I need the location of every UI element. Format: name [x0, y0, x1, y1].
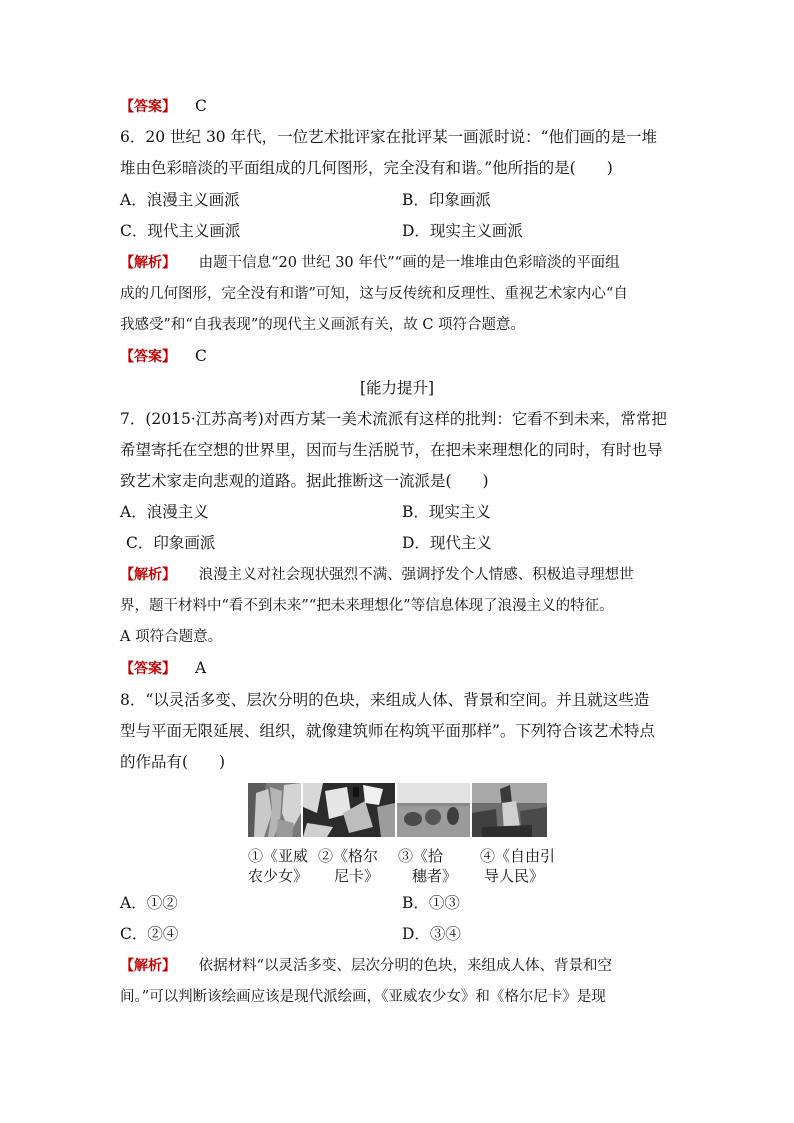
question-6-line-2: 堆由色彩暗淡的平面组成的几何图形，完全没有和谐。”他所指的是( ) [120, 159, 613, 177]
caption-2-line-2: 尼卡》 [334, 867, 380, 885]
answer-value: C [194, 347, 207, 365]
q7-option-c: C．印象画派 [126, 534, 216, 552]
question-6-line-1: 6．20 世纪 30 年代，一位艺术批评家在批评某一画派时说：“他们画的是一堆 [120, 128, 658, 146]
caption-1-line-2: 农少女》 [248, 867, 309, 885]
painting-liberty-image [472, 783, 547, 837]
question-7-line-3: 致艺术家走向悲观的道路。据此推断这一流派是( ) [120, 472, 489, 490]
q6-option-a: A．浪漫主义画派 [120, 191, 240, 209]
section-heading: [能力提升] [359, 379, 435, 397]
q7-analysis-line-3: A 项符合题意。 [120, 629, 223, 645]
q6-option-d: D．现实主义画派 [402, 222, 523, 240]
caption-4-line-2: 导人民》 [484, 867, 545, 885]
answer-value: A [194, 659, 207, 677]
caption-2-line-1: ②《格尔 [318, 847, 379, 865]
q6-analysis-line-1: 【解析】 由题干信息“20 世纪 30 年代”“画的是一堆堆由色彩暗淡的平面组 [120, 255, 620, 271]
caption-3-line-2: 穗者》 [412, 867, 458, 885]
question-7-line-2: 希望寄托在空想的世界里，因而与生活脱节，在把未来理想化的同时，有时也导 [120, 441, 663, 459]
question-8-line-2: 型与平面无限延展、组织，就像建筑师在构筑平面那样”。下列符合该艺术特点 [120, 722, 655, 740]
q7-option-b: B．现实主义 [402, 503, 491, 521]
q8-option-a: A．①② [120, 894, 178, 912]
painting-guernica-image [303, 783, 395, 837]
answer-tag: 【答案】 [120, 661, 176, 677]
answer-row-q6 [120, 346, 207, 367]
analysis-tag: 【解析】 [120, 567, 176, 583]
q6-analysis-line-2: 成的几何图形，完全没有和谐”可知，这与反传统和反理性、重视艺术家内心“自 [120, 286, 628, 302]
q8-option-c: C．②④ [120, 925, 179, 943]
answer-row-q5 [120, 96, 207, 117]
answer-row-q7 [120, 658, 206, 679]
analysis-tag: 【解析】 [120, 958, 176, 974]
caption-1-line-1: ①《亚威 [248, 847, 309, 865]
q8-analysis-line-2: 间。”可以判断该绘画应该是现代派绘画，《亚威农少女》和《格尔尼卡》是现 [120, 989, 606, 1005]
q6-analysis-line-3: 我感受”和“自我表现”的现代主义画派有关，故 C 项符合题意。 [120, 317, 526, 333]
q6-option-b: B．印象画派 [402, 191, 491, 209]
caption-3-line-1: ③《拾 [398, 847, 444, 865]
q8-option-b: B．①③ [402, 894, 460, 912]
analysis-tag: 【解析】 [120, 255, 176, 271]
answer-value: C [194, 97, 207, 115]
q7-analysis-line-2: 界，题干材料中“看不到未来”“把未来理想化”等信息体现了浪漫主义的特征。 [120, 598, 614, 614]
painting-gleaners-image [397, 783, 470, 837]
q8-option-d: D．③④ [402, 925, 461, 943]
question-7-line-1: 7．(2015·江苏高考)对西方某一美术流派有这样的批判：它看不到未来，常常把 [120, 410, 667, 428]
q8-analysis-line-1: 【解析】 依据材料“以灵活多变、层次分明的色块，来组成人体、背景和空 [120, 958, 613, 974]
painting-demoiselles-image [248, 783, 301, 837]
question-8-line-1: 8．“以灵活多变、层次分明的色块，来组成人体、背景和空间。并且就这些造 [120, 691, 650, 709]
q7-analysis-line-1: 【解析】 浪漫主义对社会现状强烈不满、强调抒发个人情感、积极追寻理想世 [120, 567, 634, 583]
answer-tag: 【答案】 [120, 99, 176, 115]
caption-4-line-1: ④《自由引 [480, 847, 556, 865]
q7-option-d: D．现代主义 [402, 534, 492, 552]
q7-option-a: A．浪漫主义 [120, 503, 209, 521]
q6-option-c: C．现代主义画派 [120, 222, 241, 240]
question-8-line-3: 的作品有( ) [120, 753, 226, 771]
answer-tag: 【答案】 [120, 349, 176, 365]
